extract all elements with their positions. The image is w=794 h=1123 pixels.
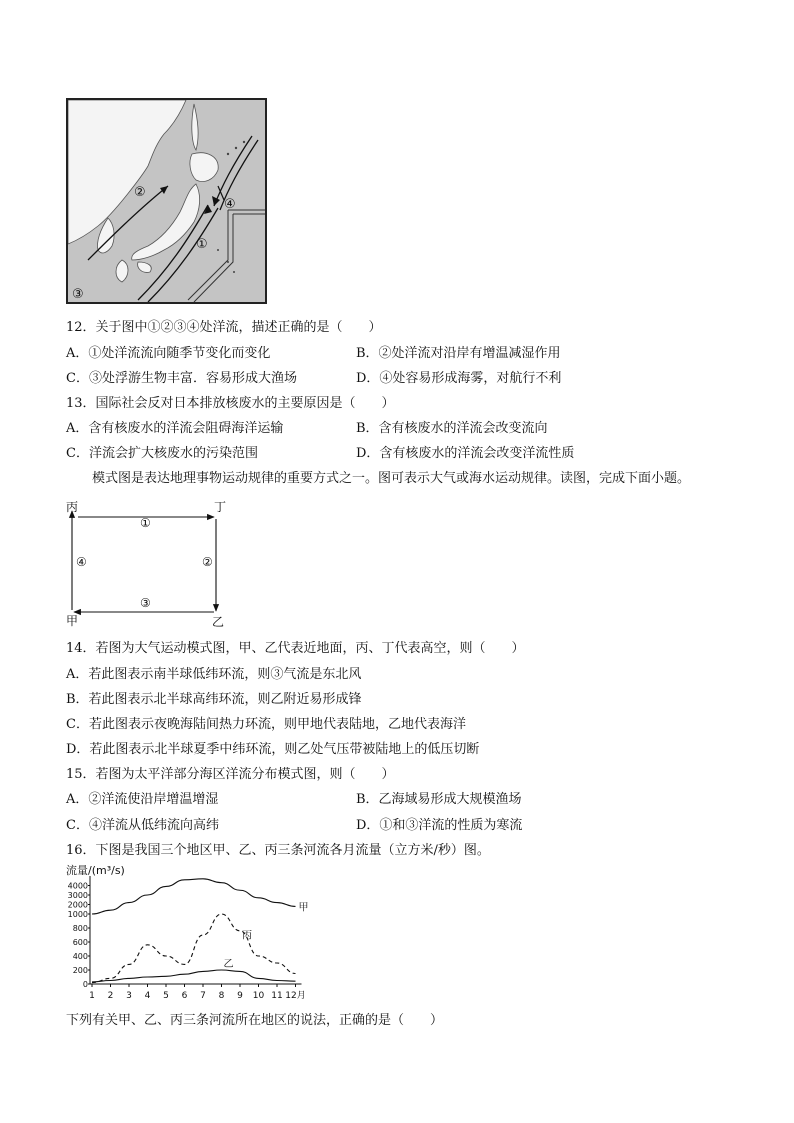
x-tick-label: 1 (89, 991, 95, 1001)
q13-option-c: C．洋流会扩大核废水的污染范围 (66, 446, 258, 461)
y-tick-label: 0 (82, 980, 88, 989)
x-tick-label: 10 (252, 991, 265, 1001)
river-flow-chart-svg (62, 862, 322, 1004)
x-tick-label: 11 (271, 991, 283, 1001)
arrow-label-2: ② (202, 555, 213, 569)
chart-ylabel: 流量/(m³/s) (66, 864, 125, 877)
q14-option-d: D．若此图表示北半球夏季中纬环流，则乙处气压带被陆地上的低压切断 (66, 742, 480, 757)
arrow-label-1: ① (140, 516, 151, 530)
x-tick-label: 12月 (285, 991, 306, 1001)
circulation-diagram (64, 495, 234, 629)
q14-option-b: B．若此图表示北半球高纬环流，则乙附近易形成锋 (66, 692, 362, 707)
q14-stem: 14．若图为大气运动模式图，甲、乙代表近地面，丙、丁代表高空，则（ ） (66, 641, 525, 656)
map-svg (68, 100, 265, 302)
q12-option-a: A．①处洋流流向随季节变化而变化 (66, 346, 271, 361)
q12-stem: 12．关于图中①②③④处洋流，描述正确的是（ ） (66, 320, 382, 335)
y-tick-label: 4000 (67, 881, 88, 891)
corner-ding: 丁 (214, 500, 227, 514)
series-label: 乙 (223, 959, 234, 971)
map-label-2: ② (134, 185, 146, 200)
series-line-2 (92, 970, 296, 982)
series-label: 甲 (298, 902, 309, 914)
x-tick-label: 7 (200, 991, 206, 1001)
intro-text: 模式图是表达地理事物运动规律的重要方式之一。图可表示大气或海水运动规律。读图，完成下面小题。 (92, 471, 691, 486)
map-label-1: ① (196, 237, 208, 252)
x-tick-label: 4 (144, 991, 151, 1001)
x-tick-label: 8 (218, 991, 225, 1001)
circulation-diagram-svg (64, 495, 234, 629)
q13-option-b: B．含有核废水的洋流会改变流向 (356, 421, 548, 436)
q13-option-d: D．含有核废水的洋流会改变洋流性质 (356, 446, 575, 461)
x-tick-label: 9 (237, 991, 243, 1001)
q12-option-d: D．④处容易形成海雾，对航行不利 (356, 371, 562, 386)
y-tick-label: 2000 (67, 900, 88, 910)
x-tick-label: 5 (163, 991, 169, 1001)
map-label-4: ④ (224, 197, 236, 212)
q12-option-b: B．②处洋流对沿岸有增温减湿作用 (356, 346, 561, 361)
q15-option-c: C．④洋流从低纬流向高纬 (66, 818, 219, 833)
y-tick-label: 600 (72, 938, 88, 947)
arrow-label-4: ④ (76, 555, 87, 569)
q15-option-d: D．①和③洋流的性质为寒流 (356, 818, 523, 833)
q15-stem: 15．若图为太平洋部分海区洋流分布模式图，则（ ） (66, 767, 395, 782)
q14-option-c: C．若此图表示夜晚海陆间热力环流，则甲地代表陆地，乙地代表海洋 (66, 717, 466, 732)
river-flow-chart (62, 862, 322, 1004)
q16-stem: 16．下图是我国三个地区甲、乙、丙三条河流各月流量（立方米/秒）图。 (66, 843, 490, 858)
y-tick-label: 3000 (67, 891, 88, 900)
x-tick-label: 3 (126, 991, 132, 1001)
corner-bing: 丙 (66, 500, 79, 514)
q15-option-a: A．②洋流使沿岸增温增湿 (66, 792, 219, 807)
arrow-label-3: ③ (140, 596, 151, 610)
x-tick-label: 2 (107, 991, 114, 1001)
y-tick-label: 1000 (67, 910, 88, 919)
q16-follow: 下列有关甲、乙、丙三条河流所在地区的说法，正确的是（ ） (66, 1013, 444, 1028)
q14-option-a: A．若此图表示南半球低纬环流，则③气流是东北风 (66, 667, 362, 682)
corner-jia: 甲 (66, 614, 79, 628)
series-line-0 (92, 879, 296, 914)
q15-option-b: B．乙海域易形成大规模渔场 (356, 792, 522, 807)
q13-stem: 13．国际社会反对日本排放核废水的主要原因是（ ） (66, 396, 395, 411)
q12-option-c: C．③处浮游生物丰富．容易形成大渔场 (66, 371, 297, 386)
y-tick-label: 200 (72, 966, 88, 975)
series-label: 丙 (242, 930, 252, 942)
map-label-3: ③ (72, 287, 84, 302)
q13-option-a: A．含有核废水的洋流会阻碍海洋运输 (66, 421, 284, 436)
x-tick-label: 6 (181, 991, 188, 1001)
ocean-current-map (66, 98, 267, 304)
corner-yi: 乙 (212, 615, 225, 629)
y-tick-label: 400 (72, 952, 88, 961)
y-tick-label: 800 (72, 924, 88, 933)
